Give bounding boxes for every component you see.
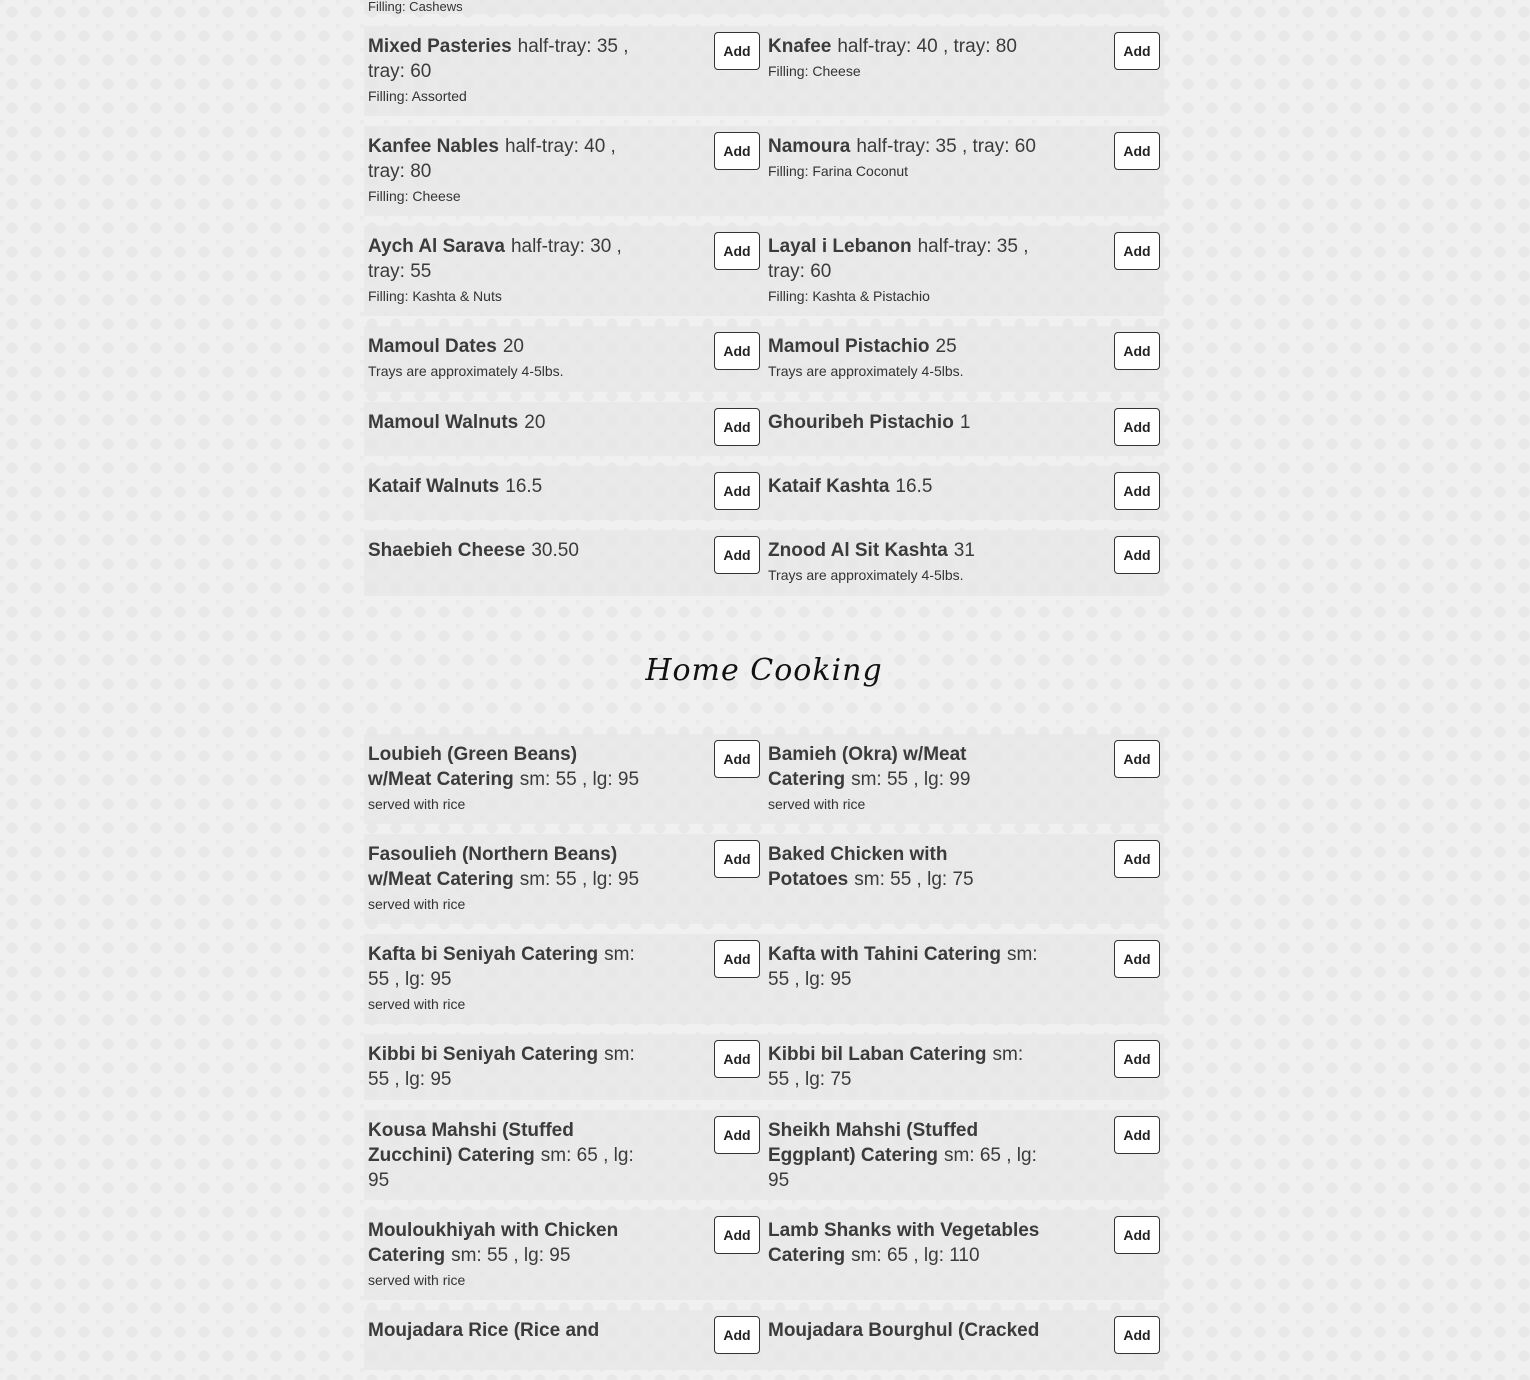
add-to-cart-button[interactable]: Add: [714, 132, 760, 170]
menu-item-description: Trays are approximately 4-5lbs.: [368, 363, 564, 379]
add-to-cart-button[interactable]: Add: [714, 1116, 760, 1154]
menu-item-name: Knafee: [768, 36, 832, 57]
menu-item-name: Fasoulieh (Northern Beans) w/Meat Catering: [368, 844, 618, 890]
menu-item-info: [768, 134, 1043, 181]
menu-item-title-line: [368, 134, 643, 184]
menu-item-price: sm: 55 , lg: 99: [851, 769, 971, 790]
add-to-cart-button[interactable]: Add: [1114, 32, 1160, 70]
section-title-home-cooking: Home Cooking: [645, 652, 883, 688]
menu-item-name: Namoura: [768, 136, 851, 157]
menu-item-title-line: [768, 134, 1043, 159]
menu-item-title-line: [768, 1118, 1043, 1193]
sweets-partial-row: [364, 0, 1164, 26]
menu-item-description: Filling: Kashta & Pistachio: [768, 288, 930, 304]
menu-item-title-line: [368, 234, 643, 284]
menu-item-info: [768, 34, 1043, 81]
menu-item-info: [368, 474, 643, 499]
add-to-cart-button[interactable]: Add: [1114, 740, 1160, 778]
menu-item-info: [368, 538, 643, 563]
menu-item-name: Moujadara Bourghul (Cracked: [768, 1320, 1040, 1341]
menu-item-title-line: [768, 842, 1043, 892]
menu-item-description: Filling: Cheese: [368, 188, 461, 204]
add-to-cart-button[interactable]: Add: [1114, 1216, 1160, 1254]
menu-item-title-line: [768, 34, 1043, 59]
menu-item-name: Mouloukhiyah with Chicken Catering: [368, 1220, 619, 1266]
menu-item-price: sm: 55 , lg: 75: [854, 869, 974, 890]
menu-item-description: Filling: Kashta & Nuts: [368, 288, 502, 304]
add-to-cart-button[interactable]: Add: [714, 408, 760, 446]
menu-item-info: [368, 334, 643, 381]
add-to-cart-button[interactable]: Add: [714, 940, 760, 978]
menu-item-name: Mamoul Walnuts: [368, 412, 519, 433]
menu-item-info: [368, 1318, 643, 1343]
add-to-cart-button[interactable]: Add: [1114, 232, 1160, 270]
menu-item-card: [364, 26, 764, 116]
menu-item-description: served with rice: [768, 796, 866, 812]
menu-item-description: served with rice: [368, 896, 466, 912]
menu-item-name: Moujadara Rice (Rice and: [368, 1320, 600, 1341]
menu-item-name: Sheikh Mahshi (Stuffed Eggplant) Catering: [768, 1120, 979, 1166]
menu-item-description: Trays are approximately 4-5lbs.: [768, 567, 964, 583]
menu-item-price: 20: [524, 412, 546, 433]
menu-item-card: [364, 1310, 764, 1370]
menu-item-info: [368, 1118, 643, 1193]
menu-item-price: half-tray: 35 , tray: 60: [368, 36, 629, 82]
add-to-cart-button[interactable]: Add: [714, 840, 760, 878]
menu-item-title-line: [768, 742, 1043, 792]
menu-item-name: Ghouribeh Pistachio: [768, 412, 954, 433]
add-to-cart-button[interactable]: Add: [714, 332, 760, 370]
menu-item-price: sm: 55 , lg: 95: [519, 869, 640, 890]
menu-item-title-line: [768, 410, 1043, 435]
menu-item-price: 30.50: [531, 540, 579, 561]
add-to-cart-button[interactable]: Add: [714, 1316, 760, 1354]
menu-item-card: [364, 1034, 764, 1100]
menu-item-title-line: [368, 1042, 643, 1092]
menu-item-info: [768, 474, 1043, 499]
menu-item-name: Aych Al Sarava: [368, 236, 505, 257]
menu-item-title-line: [368, 410, 643, 435]
menu-item-price: half-tray: 35 , tray: 60: [768, 236, 1029, 282]
menu-item-title-line: [368, 1218, 643, 1268]
menu-item-info: [768, 942, 1043, 992]
menu-item-info: [368, 1218, 643, 1290]
menu-item-title-line: [368, 538, 643, 563]
menu-item-name: Layal i Lebanon: [768, 236, 912, 257]
menu-item-description: served with rice: [368, 796, 466, 812]
menu-item-title-line: [368, 474, 643, 499]
menu-item-price: sm: 55 , lg: 95: [368, 944, 635, 990]
menu-item-card: [764, 1210, 1164, 1300]
menu-item-description: Filling: Assorted: [368, 88, 467, 104]
menu-item-card: [764, 466, 1164, 520]
menu-item-card: [364, 466, 764, 520]
menu-item-card: [764, 226, 1164, 316]
menu-item-name: Kibbi bil Laban Catering: [768, 1044, 987, 1065]
menu-item-title-line: [368, 334, 643, 359]
menu-item-title-line: [768, 1042, 1043, 1092]
add-to-cart-button[interactable]: Add: [714, 1040, 760, 1078]
menu-item-description: served with rice: [368, 996, 466, 1012]
menu-item-card: [364, 530, 764, 596]
menu-item-card: [764, 126, 1164, 216]
menu-item-info: [768, 1042, 1043, 1092]
menu-item-price: sm: 55 , lg: 95: [451, 1245, 571, 1266]
menu-item-card: [364, 126, 764, 216]
menu-item-price: sm: 65 , lg: 95: [768, 1145, 1037, 1191]
menu-item-card: [764, 1034, 1164, 1100]
menu-item-price: sm: 55 , lg: 95: [768, 944, 1038, 990]
home-cooking-grid: [364, 734, 1164, 1380]
menu-item-name: Kafta bi Seniyah Catering: [368, 944, 599, 965]
menu-item-title-line: [768, 1318, 1043, 1343]
menu-item-info: [768, 234, 1043, 306]
menu-item-info: [768, 1118, 1043, 1193]
add-to-cart-button[interactable]: Add: [1114, 840, 1160, 878]
menu-item-title-line: [768, 334, 1043, 359]
menu-item-title-line: [368, 1118, 643, 1193]
menu-item-price: 25: [935, 336, 957, 357]
menu-item-title-line: [768, 942, 1043, 992]
menu-item-card: [764, 734, 1164, 824]
menu-item-description: Filling: Cheese: [768, 63, 861, 79]
menu-item-name: Loubieh (Green Beans) w/Meat Catering: [368, 744, 578, 790]
menu-item-title-line: [768, 234, 1043, 284]
menu-item-description: Filling: Farina Coconut: [768, 163, 909, 179]
add-to-cart-button[interactable]: Add: [1114, 132, 1160, 170]
menu-item-price: sm: 55 , lg: 95: [368, 1044, 635, 1090]
menu-item-card: [364, 326, 764, 392]
menu-item-card: [764, 26, 1164, 116]
add-to-cart-button[interactable]: Add: [714, 536, 760, 574]
menu-item-name: Mamoul Pistachio: [768, 336, 930, 357]
menu-item-card: [764, 1310, 1164, 1370]
menu-item-info: [368, 34, 643, 106]
menu-item-card: [764, 834, 1164, 924]
menu-item-price: sm: 65 , lg: 110: [851, 1245, 980, 1266]
add-to-cart-button[interactable]: Add: [1114, 472, 1160, 510]
menu-item-name: Lamb Shanks with Vegetables Catering: [768, 1220, 1040, 1266]
menu-item-price: half-tray: 40 , tray: 80: [368, 136, 616, 182]
menu-item-name: Mamoul Dates: [368, 336, 497, 357]
menu-item-card: [364, 226, 764, 316]
sweets-grid: [364, 26, 1164, 606]
menu-item-title-line: [368, 34, 643, 84]
menu-item-price: half-tray: 35 , tray: 60: [856, 136, 1036, 157]
menu-item-card: [364, 734, 764, 824]
menu-item-title-line: [368, 1318, 643, 1343]
menu-item-info: [768, 842, 1043, 892]
menu-item-card: [364, 834, 764, 924]
menu-item-price: 16.5: [895, 476, 933, 497]
menu-item-price: sm: 55 , lg: 75: [768, 1044, 1024, 1090]
add-to-cart-button[interactable]: Add: [714, 1216, 760, 1254]
menu-item-info: [768, 334, 1043, 381]
menu-item-name: Bamieh (Okra) w/Meat Catering: [768, 744, 967, 790]
add-to-cart-button[interactable]: Add: [714, 740, 760, 778]
menu-item-name: Baked Chicken with Potatoes: [768, 844, 948, 890]
menu-item-title-line: [768, 538, 1043, 563]
menu-item-info: [368, 234, 643, 306]
menu-item-name: Znood Al Sit Kashta: [768, 540, 948, 561]
menu-item-title-line: [368, 942, 643, 992]
menu-item-name: Kousa Mahshi (Stuffed Zucchini) Catering: [368, 1120, 574, 1166]
menu-item-info: [768, 1318, 1043, 1343]
add-to-cart-button[interactable]: Add: [1114, 1040, 1160, 1078]
add-to-cart-button[interactable]: Add: [1114, 1316, 1160, 1354]
menu-item-card: [364, 1110, 764, 1200]
add-to-cart-button[interactable]: Add: [714, 232, 760, 270]
menu-item-info: [768, 538, 1043, 585]
menu-item-info: [368, 742, 643, 814]
menu-item-card: [764, 934, 1164, 1024]
menu-item-price: sm: 55 , lg: 95: [519, 769, 640, 790]
menu-item-card: [764, 402, 1164, 456]
menu-item-price: sm: 65 , lg: 95: [368, 1145, 634, 1191]
add-to-cart-button[interactable]: Add: [1114, 1116, 1160, 1154]
menu-item-price: half-tray: 30 , tray: 55: [368, 236, 622, 282]
add-to-cart-button[interactable]: Add: [1114, 408, 1160, 446]
menu-item-card: [364, 402, 764, 456]
menu-item-price: 1: [959, 412, 971, 433]
menu-item-info: [768, 742, 1043, 814]
menu-item-price: 20: [502, 336, 524, 357]
menu-item-card: [764, 326, 1164, 392]
menu-item-card: [364, 1210, 764, 1300]
menu-item-title-line: [368, 742, 643, 792]
menu-item-info: [768, 410, 1043, 435]
menu-item-card: [764, 1110, 1164, 1200]
menu-item-description: Trays are approximately 4-5lbs.: [768, 363, 964, 379]
add-to-cart-button[interactable]: Add: [1114, 536, 1160, 574]
menu-item-info: [368, 842, 643, 914]
partial-card: [764, 0, 1164, 14]
menu-item-info: [368, 134, 643, 206]
add-to-cart-button[interactable]: Add: [1114, 940, 1160, 978]
menu-item-price: half-tray: 40 , tray: 80: [837, 36, 1017, 57]
menu-item-description: served with rice: [368, 1272, 466, 1288]
menu-item-info: [368, 410, 643, 435]
menu-item-title-line: [768, 1218, 1043, 1268]
menu-item-name: Kataif Walnuts: [368, 476, 500, 497]
catering-menu: [364, 0, 1164, 1380]
menu-item-info: [368, 942, 643, 1014]
add-to-cart-button[interactable]: Add: [714, 32, 760, 70]
menu-item-card: [764, 530, 1164, 596]
menu-item-title-line: [368, 842, 643, 892]
add-to-cart-button[interactable]: Add: [714, 472, 760, 510]
partial-card: [364, 0, 764, 14]
add-to-cart-button[interactable]: Add: [1114, 332, 1160, 370]
menu-item-name: Kanfee Nables: [368, 136, 499, 157]
menu-item-name: Kibbi bi Seniyah Catering: [368, 1044, 599, 1065]
menu-item-title-line: [768, 474, 1043, 499]
menu-item-name: Kafta with Tahini Catering: [768, 944, 1001, 965]
menu-item-name: Kataif Kashta: [768, 476, 890, 497]
menu-item-card: [364, 934, 764, 1024]
menu-item-name: Mixed Pasteries: [368, 36, 512, 57]
menu-item-price: 31: [953, 540, 975, 561]
menu-item-info: [768, 1218, 1043, 1268]
partial-card-desc: Filling: Cashews: [368, 0, 463, 14]
menu-item-info: [368, 1042, 643, 1092]
menu-item-name: Shaebieh Cheese: [368, 540, 526, 561]
menu-item-price: 16.5: [505, 476, 543, 497]
